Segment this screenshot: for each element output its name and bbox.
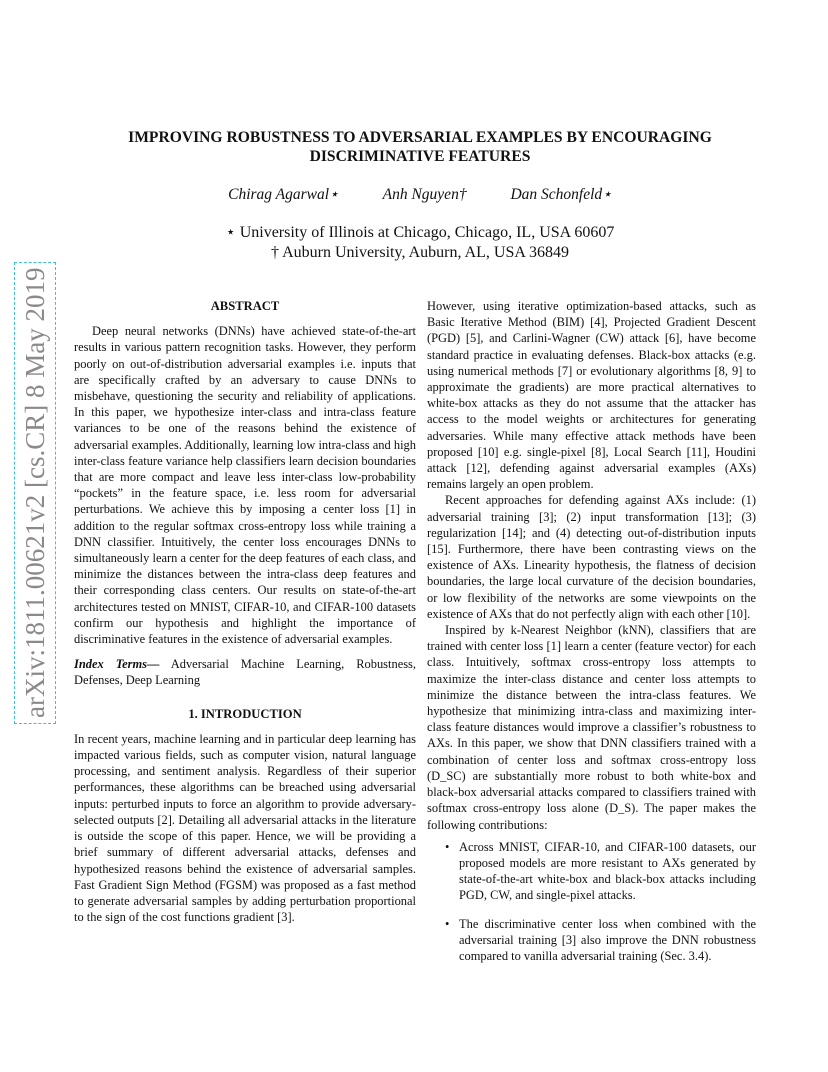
intro-paragraph-3: Recent approaches for defending against AXs include: (1) adversarial training [3]; (2) input transformation [13]; (3) regularization [14]; and (4) detecting out-of-distribution inputs [15]. Furthermore, there have been contrasting views on the existence of AXs. Linearity hypothesis, the flatness of decision boundaries, the large local curvature of the decision boundaries, or low flexibility of the networks are some viewpoints on the existence of AXs that do not perfectly align with each other [10]. (427, 493, 756, 621)
left-column (74, 298, 416, 925)
contribution-1: Across MNIST, CIFAR-10, and CIFAR-100 datasets, our proposed models are more resistant to AXs generated by state-of-the-art white-box and black-box attacks including PGD, CW, and single-pixel attacks. (459, 839, 756, 903)
list-item (427, 916, 756, 965)
right-column (427, 298, 756, 976)
intro-paragraph-4: Inspired by k-Nearest Neighbor (kNN), classifiers that are trained with center loss [1] learn a center (feature vector) for each class. Intuitively, softmax cross-entropy loss attempts to maximize the inter-class distance and center loss attempts to minimize the distance between the intra-class features. We hypothesize that minimizing intra-class and maximizing inter-class feature distances would improve a classifier’s robustness to AXs. In this paper, we show that DNN classifiers trained with a combination of center loss and softmax cross-entropy loss (D_SC) are substantially more robust to both white-box and black-box adversarial attacks compared to classifiers trained with softmax cross-entropy loss alone (D_S). The paper makes the following contributions: (427, 623, 756, 832)
index-terms-label: Index Terms— (74, 657, 160, 672)
author-list (100, 185, 740, 204)
index-terms (74, 656, 416, 688)
index-terms-text: Adversarial Machine Learning, Robustness, Defenses, Deep Learning (74, 657, 417, 688)
author-2: Anh Nguyen† (382, 186, 467, 203)
abstract-text: Deep neural networks (DNNs) have achieved state-of-the-art results in various pattern recognition tasks. However, they perform poorly on out-of-distribution adversarial examples i.e. inputs that are specifically crafted by an adversary to cause DNNs to misbehave, questioning the security and reliability of applications. In this paper, we hypothesize inter-class and intra-class feature variances to be one of the reasons behind the existence of adversarial examples. Additionally, learning low intra-class and high inter-class feature variance help classifiers learn decision boundaries that are more compact and leave less inter-class low-probability “pockets” in the feature space, i.e. less room for adversarial perturbations. We achieve this by imposing a center loss [1] in addition to the regular softmax cross-entropy loss while training a DNN classifier. Intuitively, the center loss encourages DNNs to simultaneously learn a center for the deep features of each class, and minimize the distances between the intra-class deep features and their corresponding class centers. Our results on state-of-the-art architectures tested on MNIST, CIFAR-10, and CIFAR-100 datasets confirm our hypothesis and highlight the importance of discriminative features in the existence of adversarial examples. (74, 324, 416, 647)
contribution-list (427, 839, 756, 964)
introduction-heading: 1. INTRODUCTION (188, 706, 302, 721)
affiliation-1: ⋆ University of Illinois at Chicago, Chicago, IL, USA 60607 (225, 224, 615, 241)
bullet-icon: • (445, 916, 450, 931)
list-item (427, 839, 756, 904)
intro-paragraph-2: However, using iterative optimization-based attacks, such as Basic Iterative Method (BIM) [4], Projected Gradient Descent (PGD) [5], and Carlini-Wagner (CW) attack [6], have become standard practice in evaluating defenses. Black-box attacks (e.g. using numerical methods [7] or evolutionary algorithms [8, 9] to approximate the gradients) are more practical alternatives to white-box attacks as they do not assume that the attacker has access to the model weights or architectures for generating adversaries. While many effective attack methods have been proposed [10] e.g. single-pixel [8], Local Search [11], Houdini attack [12], defending against adversarial examples (AXs) remains largely an open problem. (427, 299, 756, 492)
author-1: Chirag Agarwal⋆ (228, 186, 339, 203)
abstract-heading: ABSTRACT (210, 299, 280, 313)
affiliations (100, 223, 740, 263)
paper-title: IMPROVING ROBUSTNESS TO ADVERSARIAL EXAMPLES BY ENCOURAGING DISCRIMINATIVE FEATURES (128, 129, 712, 165)
author-3: Dan Schonfeld⋆ (510, 186, 612, 203)
arxiv-sidebar-stamp[interactable]: arXiv:1811.00621v2 [cs.CR] 8 May 2019 (14, 262, 56, 724)
bullet-icon: • (445, 839, 450, 854)
contribution-2: The discriminative center loss when combined with the adversarial training [3] also improve the DNN robustness compared to vanilla adversarial training (Sec. 3.4). (459, 916, 756, 963)
intro-paragraph-1: In recent years, machine learning and in particular deep learning has impacted various fields, such as computer vision, natural language processing, and sentiment analysis. Regardless of their superior performances, these algorithms can be breached using adversarial inputs: perturbed inputs to force an algorithm to provide adversary-selected outputs [2]. Detailing all adversarial attacks in the literature is outside the scope of this paper. Hence, we will be providing a brief summary of different adversarial attacks, defenses and hypothesized reasons behind the existence of adversarial samples. Fast Gradient Sign Method (FGSM) was proposed as a fast method to generate adversarial samples by adding perturbation proportional to the sign of the cost functions gradient [3]. (74, 731, 416, 925)
affiliation-2: † Auburn University, Auburn, AL, USA 36849 (270, 244, 570, 261)
